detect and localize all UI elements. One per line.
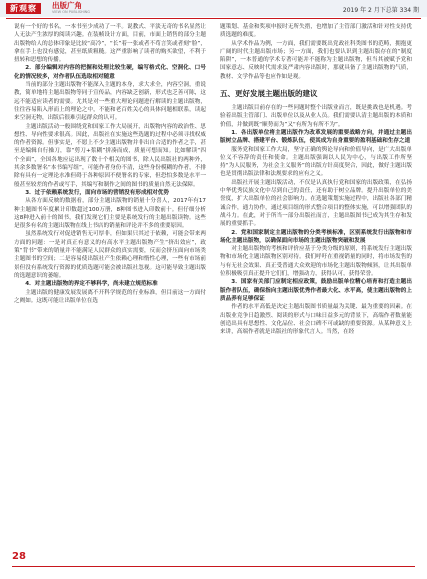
body-paragraph: 题策划、基金和奖项申报时无所失措，也增加了主管部门激活和针对性支持优质选题的难度。 [220, 24, 412, 39]
body-paragraph: 当前的部分主题出版物不能深入主题的本身，求大求全，内容空洞，重说教，简单地将主题出版物等同于宣传品，内容缺乏创新，形式也乏善可陈，这远不能适应读者的需要。尤其是对一些重大理论问题进行解读的主题出版物，往往容易陷入形而上的理论之中，不能和老百姓关心的具体问题相联系，读起来空洞无物，出版后很难引起群众的认可。 [14, 82, 206, 122]
subsection-heading: 2．党和国家制定主题出版物的分类考核标准，区别系统发行出版物和市场化主题出版物，以确保面向市场的主题出版物突破和发展 [220, 229, 412, 244]
footer-divider [12, 566, 415, 567]
left-column [14, 23, 206, 305]
body-paragraph: 主题出版活动一般围绕党和国家工作大局展开，出版物内容的政治性、思想性、导向性要求很高。因此，出版社在实施这些选题的过程中必须寻找权威的作者资源。但事实是，不愿上不少主题出版物并非出自合适的作者之手，甚至是编辑自行操刀，靠“剪刀+浆糊”拼凑而成，质量可想而知。比如解读“四个全面”，全国各地应运出现了数十个相关的图书，除人民出版社的两种外，其余多数署名“本书编写组”，可能作者身份不清，这些身份模糊的作者，不排除有具有一定理论水准但碍于各种原因不便署名的专家，但恐怕多数是水平一般甚至较差的作者或写手，其编写和制作之间的图书的质量自然无法保障。 [14, 123, 206, 188]
body-paragraph: 主题出版目前存在的一些问题时整个出版业而言，既是挑战也是机遇。考验着出版主管部门、出版单位以及从业人员。我们需要认清主题出版的本质和价值，并做到既“顺势而为”又“有所为有所不为”。 [220, 105, 412, 128]
issue-label: 2019 年 2 月下总第 334 期 [342, 7, 419, 14]
page-number: 28 [12, 551, 26, 562]
subsection-heading: 1．各出版单位将主题出版作为改革发展的重要战略方向，并通过主题出版树立品牌、搭建平台、锻炼队伍，使其成为自身重要的盈利基础和生存之道 [220, 129, 412, 145]
right-column [220, 23, 412, 336]
body-paragraph: 对主题出版物的考核和评价应基于分类分级的原则，将系统发行主题出版物和市场化主题出版物区别对待。我们呼吁在重视销量的同时，将市场发售的与有无社会效果、真正受普通大众欢迎的市场化主题出版物倾斜，让其出版单位积极吸引真正提升它们们，增强动力，获得认可，获得荣誉。 [220, 246, 412, 278]
body-paragraph: 作者的水平高低是决定主题出版图书质量最为关键、最为重要的因素。在出版业竞争日趋激烈、阅读的形式与口味日益多元的背景下，高端作者数量能创造出具有思想性、文化品位、社会口碑不可或缺的重要资源。从某种意义上来讲，高端作者就是出版社的形象代言人。当然，在经 [220, 304, 412, 336]
subsection-heading: 4．对主题出版物的界定不够科学，尚未建立规范标准 [25, 281, 158, 288]
body-paragraph: 主题出版的健康发展发展离不开科学规范的行业标准，但目前这一方面付之阙如。这既可能让出版单位在选 [14, 289, 206, 304]
body-paragraph: 出版社开展主题出版活动，不仅是认真执行党和国家的出版政策，在弘扬中华优秀民族文化中尽到自己的责任，还有助于树立品牌。提升出版单位的美誉度，扩大出版单位的社会影响力。在选题策划实施过程中，出版社各部门精诚合作，通力协作，通过项目组的形式整合项目的整体实施，可以增强团队的战斗力。在此，对于所当一部分出版社而言，主题出版图书已成为其生存和发展的重要抓手。 [220, 179, 412, 228]
subsection-heading: 3．过于依赖系统发行，面向市场的营销没有形成相对优势 [25, 189, 169, 196]
page-header [0, 0, 427, 17]
body-paragraph: 从学术作品为例，一方面，我们需要既出党政社科类图书的范畴，拥抱更广阔的时代主题出版市场；另一方面，我们也要认识到主题出版存在的“制度陷阱”，一本普通的学术专著可能并不能称为主题出版物，但当其被赋予党和国家意志、反映时代需求及严肃内容出版时，那就具备了主题出版物的气质，教材、文学作品等也应作如是观。 [220, 40, 412, 80]
body-paragraph: 说有一个好的书名，一本书至少成功了一半。说教式、平淡无奇的书名显然让人无法产生浓厚的阅读兴趣。在装帧设计方面，目前，市面上销售的部分主题出版物给人的总体印象是比较“高冷”，“长”着一张或者不苟言笑或者刻“脸”，拿在手上也没有感觉，甚至纸质粗糙。这严重影响了读者的购买欲望，不利于扭转和思想的传播。 [14, 24, 206, 64]
column-logo: 新观察 [6, 3, 41, 14]
publisher-name-en: VIEW ON PUBLISHING [52, 10, 90, 14]
body-paragraph: 从各方面反映的数据看，部分主题出版物的销量十分喜人，2017年有17种主题图书年度累计印数超过100万册，8种图书进入印数前十。但仔细分析这8种进入前十的图书，我们发现它们主要是系统发行的主题出版读物。这些是很多有名的主题出版物在线上书店的销量和评论并不多的重要原因。 [14, 198, 206, 230]
subsection-heading: 2．部分编辑对内容的把握和处理比较生硬，编写格式化、空洞化、口号化的情况较多，对作者队伍选取相对随意 [14, 65, 206, 80]
body-paragraph: 虽然系统发行对促进销售无可厚非，但如果只其过于依赖，可能会带来两方面的问题：一是对真正有意义的有高水平主题出版物产生“挤出效应”，政策“背书”带来的销量并不能满足人民群众的真实需要，反而会挤压面向市场类主题图书的空间；二是容易使出版社产生依赖心理和惰性心理，一些有市场前景但没有系统发行资源的优质选题可能会被出版社忽视。这可能导致主题出版的选题意识的萎缩。 [14, 231, 206, 279]
subsection-heading: 3．国家有关部门应制定相应政策，鼓励出版单位精心培育和打造主题出版作者队伍，确保指向主题出版优秀作者最大化、水平高，使主题出版物的上质品养有足够保证 [220, 279, 412, 302]
section-heading: 五、更好发展主题出版的建议 [220, 89, 318, 99]
header-divider [6, 18, 421, 19]
body-paragraph: 服务党和国家工作大局，坚守正确的舆论导向和价值导向，是广大出版单位义不容辞的责任和使命。主题出版强调以人民为中心，与出版工作所坚持“为人民服务，为社会主义服务”的出版方针高度契合，因此，做好主题出版也是贯彻出版法律和法规要求的应有之义。 [220, 146, 412, 178]
publisher-name: 出版广角 [52, 1, 82, 10]
